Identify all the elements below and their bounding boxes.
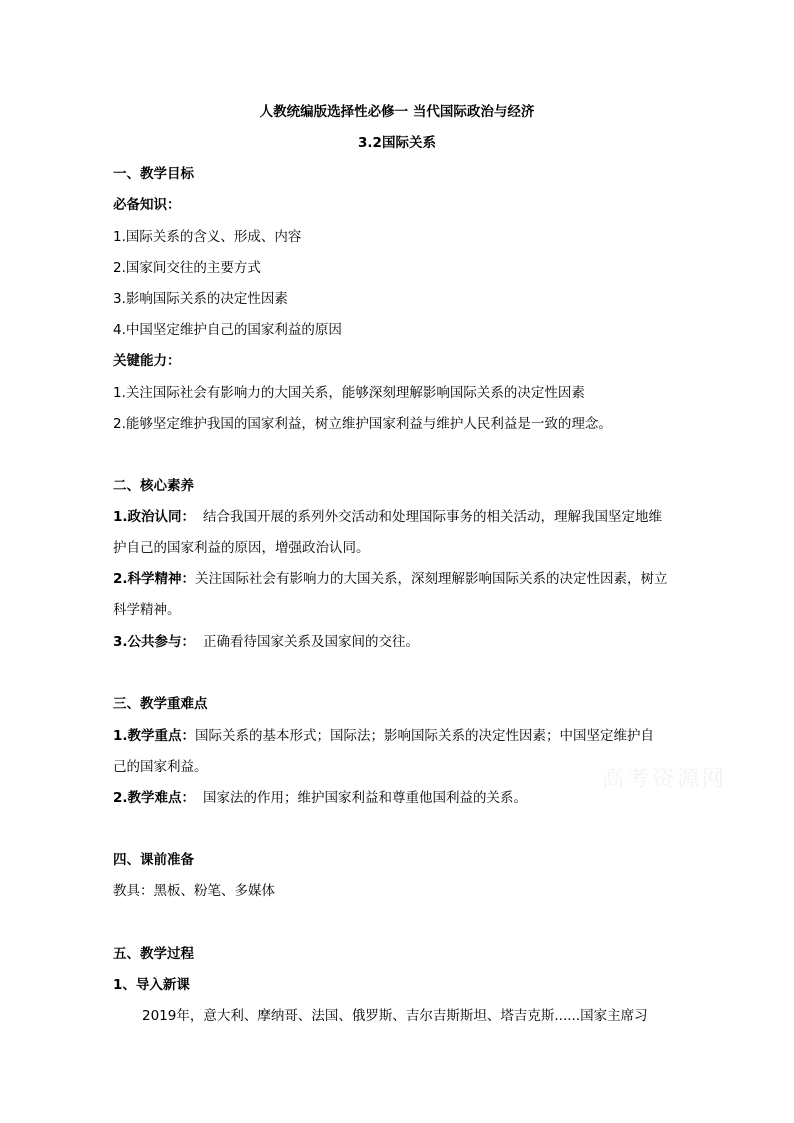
ability-item: 2.能够坚定维护我国的国家利益，树立维护国家利益与维护人民利益是一致的理念。 [113, 416, 612, 432]
literacy-item [113, 508, 662, 526]
ability-label: 关键能力： [113, 353, 181, 369]
document-title: 人教统编版选择性必修一 当代国际政治与经济 [259, 104, 535, 120]
preparation-text: 教具：黑板、粉笔、多媒体 [113, 883, 275, 899]
literacy-item [113, 633, 419, 651]
literacy-item [113, 570, 668, 588]
sub-heading-intro: 1、导入新课 [113, 977, 190, 993]
knowledge-item: 3.影响国际关系的决定性因素 [113, 291, 288, 307]
section-heading-process: 五、教学过程 [113, 946, 194, 962]
knowledge-item: 4.中国坚定维护自己的国家利益的原因 [113, 322, 342, 338]
literacy-label: 3.公共参与： [113, 634, 196, 650]
section-heading-preparation: 四、课前准备 [113, 852, 194, 868]
section-heading-core-literacy: 二、核心素养 [113, 478, 194, 494]
key-point-item [113, 727, 654, 745]
literacy-text: 正确看待国家关系及国家间的交往。 [203, 634, 420, 650]
section-heading-key-points: 三、教学重难点 [113, 696, 208, 712]
knowledge-item: 1.国际关系的含义、形成、内容 [113, 229, 302, 245]
watermark: 高考资源网 [602, 767, 728, 792]
literacy-text-continued: 护自己的国家利益的原因，增强政治认同。 [113, 540, 370, 556]
key-point-text: 国际关系的基本形式；国际法；影响国际关系的决定性因素；中国坚定维护自 [195, 728, 655, 744]
key-point-text: 国家法的作用；维护国家利益和尊重他国利益的关系。 [203, 790, 528, 806]
literacy-label: 1.政治认同： [113, 509, 196, 525]
key-point-item [113, 789, 527, 807]
intro-paragraph: 2019年，意大利、摩纳哥、法国、俄罗斯、吉尔吉斯斯坦、塔吉克斯......国家主席习 [142, 1008, 648, 1024]
ability-item: 1.关注国际社会有影响力的大国关系，能够深刻理解影响国际关系的决定性因素 [113, 385, 585, 401]
literacy-text: 结合我国开展的系列外交活动和处理国际事务的相关活动，理解我国坚定地维 [203, 509, 663, 525]
knowledge-item: 2.国家间交往的主要方式 [113, 260, 261, 276]
section-heading-objectives: 一、教学目标 [113, 166, 194, 182]
key-point-label: 1.教学重点： [113, 728, 196, 744]
document-subtitle: 3.2国际关系 [358, 135, 436, 151]
literacy-label: 2.科学精神： [113, 571, 196, 587]
key-point-label: 2.教学难点： [113, 790, 196, 806]
key-point-text-continued: 己的国家利益。 [113, 759, 208, 775]
knowledge-label: 必备知识： [113, 197, 181, 213]
literacy-text: 关注国际社会有影响力的大国关系，深刻理解影响国际关系的决定性因素，树立 [195, 571, 668, 587]
literacy-text-continued: 科学精神。 [113, 602, 181, 618]
